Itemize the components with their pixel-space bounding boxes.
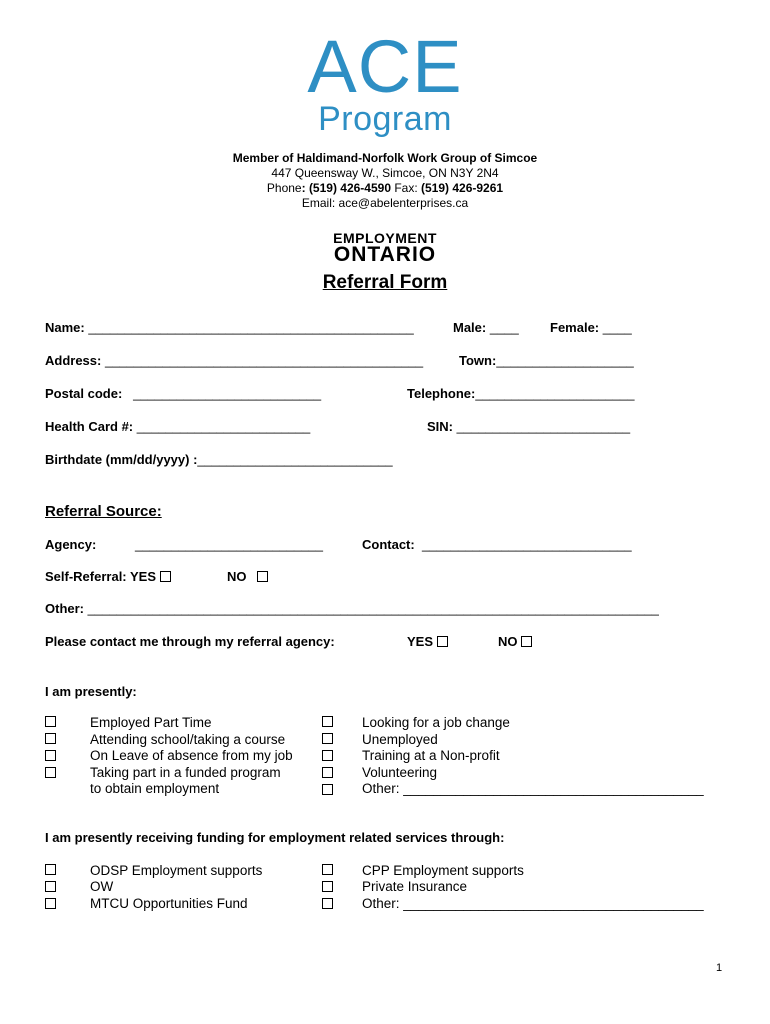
self-referral-no-label: NO <box>227 569 247 584</box>
contact-agency-yes-label: YES <box>407 634 434 649</box>
presently-checkbox-9[interactable] <box>322 784 333 795</box>
email-line: Email: ace@abelenterprises.ca <box>301 196 469 210</box>
other-label: Other: <box>45 601 84 616</box>
female-line: ____ <box>599 320 632 335</box>
funding-heading: I am presently receiving funding for employment related services through: <box>45 830 505 845</box>
postal-line: __________________________ <box>133 386 322 401</box>
name-field[interactable] <box>45 320 414 336</box>
self-referral-yes-label: Self-Referral: YES <box>45 569 157 584</box>
presently-option: On Leave of absence from my job <box>90 748 293 763</box>
address-label: Address: <box>45 353 102 368</box>
presently-checkbox-4[interactable] <box>45 767 56 778</box>
funding-option: ODSP Employment supports <box>90 863 263 878</box>
self-referral-no-checkbox[interactable] <box>257 571 268 582</box>
male-line: ____ <box>486 320 519 335</box>
agency-field[interactable] <box>135 537 323 553</box>
telephone-field[interactable] <box>407 386 634 402</box>
funding-option: Private Insurance <box>362 879 468 894</box>
presently-checkbox-1[interactable] <box>45 716 56 727</box>
funding-checkbox-3[interactable] <box>45 898 56 909</box>
presently-checkbox-3[interactable] <box>45 750 56 761</box>
program-logo-text: Program <box>318 100 452 138</box>
contact-agency-yes <box>407 634 448 650</box>
self-referral-yes-checkbox[interactable] <box>160 571 171 582</box>
fax-value: (519) 426-9261 <box>421 181 504 195</box>
presently-option-continued: to obtain employment <box>90 781 220 796</box>
sin-field[interactable] <box>427 419 630 435</box>
contact-field[interactable] <box>362 537 632 553</box>
birthdate-line: ___________________________ <box>197 452 393 467</box>
referral-source-heading: Referral Source: <box>45 503 162 520</box>
address-field[interactable] <box>45 353 423 369</box>
female-field[interactable] <box>550 320 632 336</box>
male-field[interactable] <box>453 320 519 336</box>
presently-option: Looking for a job change <box>362 715 510 730</box>
phone-fax-line <box>0 181 770 196</box>
funding-option: OW <box>90 879 114 894</box>
contact-agency-question: Please contact me through my referral agency: <box>45 634 335 649</box>
presently-option: Employed Part Time <box>90 715 212 730</box>
contact-line: _____________________________ <box>421 537 632 552</box>
funding-checkbox-1[interactable] <box>45 864 56 875</box>
contact-label: Contact: <box>362 537 415 552</box>
birthdate-field[interactable] <box>45 452 393 468</box>
health-label: Health Card #: <box>45 419 134 434</box>
postal-code-field[interactable] <box>45 386 321 402</box>
presently-checkbox-2[interactable] <box>45 733 56 744</box>
sin-label: SIN: <box>427 419 453 434</box>
agency-line: __________________________ <box>135 537 323 552</box>
town-label: Town: <box>459 353 497 368</box>
presently-other-field[interactable]: Other: ________________________________________ <box>362 781 704 796</box>
funding-checkbox-5[interactable] <box>322 881 333 892</box>
presently-checkbox-8[interactable] <box>322 767 333 778</box>
contact-agency-no-label: NO <box>498 634 518 649</box>
phone-label: Phone <box>266 181 302 195</box>
name-label: Name: <box>45 320 85 335</box>
address-line-blank: ____________________________________________ <box>101 353 424 368</box>
funding-checkbox-4[interactable] <box>322 864 333 875</box>
town-field[interactable] <box>459 353 634 369</box>
presently-option: Attending school/taking a course <box>90 732 286 747</box>
other-field[interactable] <box>45 601 659 617</box>
sin-line: ________________________ <box>456 419 631 434</box>
postal-label: Postal code: <box>45 386 123 401</box>
telephone-line: ______________________ <box>475 386 635 401</box>
presently-checkbox-7[interactable] <box>322 750 333 761</box>
male-label: Male: <box>453 320 487 335</box>
presently-option: Volunteering <box>362 765 438 780</box>
name-line: _____________________________________________ <box>84 320 414 335</box>
other-line: _______________________________________________________________________________ <box>87 601 659 616</box>
member-line: Member of Haldimand-Norfolk Work Group of Simcoe <box>232 151 538 165</box>
presently-heading: I am presently: <box>45 684 137 699</box>
presently-option: Taking part in a funded program <box>90 765 281 780</box>
employment-ontario-logo-line1: EMPLOYMENT <box>333 230 437 246</box>
fax-label: Fax: <box>391 181 422 195</box>
funding-option: MTCU Opportunities Fund <box>90 896 248 911</box>
funding-other-field[interactable]: Other: ________________________________________ <box>362 896 704 911</box>
presently-checkbox-5[interactable] <box>322 716 333 727</box>
telephone-label: Telephone: <box>407 386 476 401</box>
phone-value: : (519) 426-4590 <box>301 181 391 195</box>
health-card-field[interactable] <box>45 419 310 435</box>
funding-checkbox-2[interactable] <box>45 881 56 892</box>
funding-checkbox-6[interactable] <box>322 898 333 909</box>
page-number: 1 <box>716 962 723 974</box>
female-label: Female: <box>550 320 600 335</box>
contact-agency-yes-checkbox[interactable] <box>437 636 448 647</box>
health-line: ________________________ <box>136 419 311 434</box>
presently-option: Training at a Non-profit <box>362 748 500 763</box>
agency-label: Agency: <box>45 537 97 552</box>
birthdate-label: Birthdate (mm/dd/yyyy) : <box>45 452 198 467</box>
presently-option: Unemployed <box>362 732 438 747</box>
contact-agency-no-checkbox[interactable] <box>521 636 532 647</box>
presently-checkbox-6[interactable] <box>322 733 333 744</box>
employment-ontario-logo-line2: ONTARIO <box>333 243 437 266</box>
address-line: 447 Queensway W., Simcoe, ON N3Y 2N4 <box>271 166 499 180</box>
form-title: Referral Form <box>322 272 448 293</box>
self-referral-row <box>45 569 171 585</box>
funding-option: CPP Employment supports <box>362 863 524 878</box>
contact-agency-no <box>498 634 532 650</box>
self-referral-no <box>227 569 268 585</box>
town-line: ___________________ <box>496 353 634 368</box>
ace-logo-text: ACE <box>307 25 463 108</box>
